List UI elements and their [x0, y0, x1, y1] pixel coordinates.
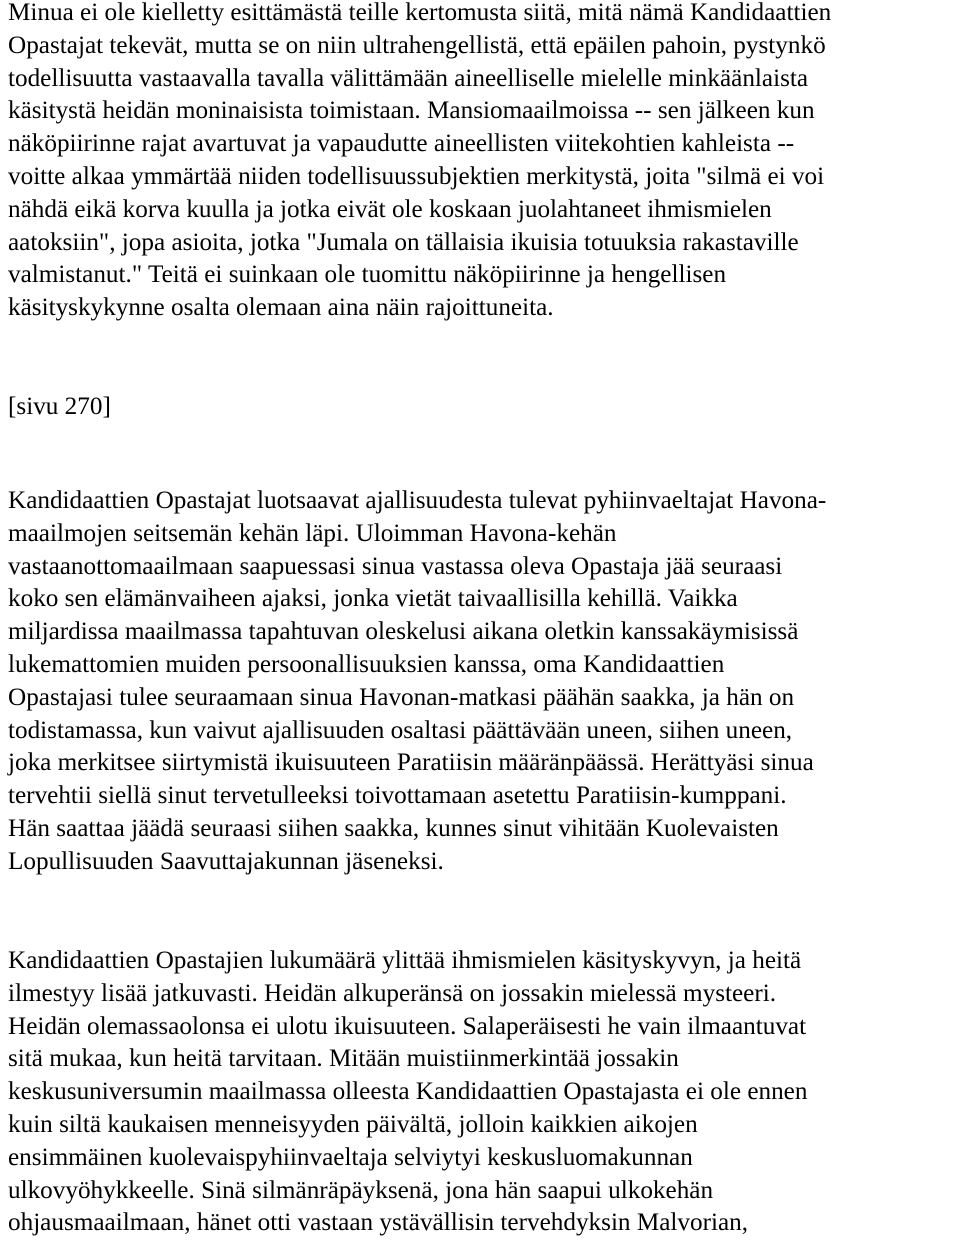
paragraph-guides-origin — [8, 945, 807, 1240]
text-line: koko sen elämänvaiheen ajaksi, jonka vietät taivaallisilla kehillä. Vaikka — [8, 585, 738, 613]
text-line: todellisuutta vastaavalla tavalla välittämään aineelliselle mielelle minkäänlaista — [8, 64, 809, 92]
text-line: sitä mukaa, kun heitä tarvitaan. Mitään muistiinmerkintää jossakin — [8, 1045, 679, 1073]
text-line: kuin siltä kaukaisen menneisyyden päivältä, jolloin kaikkien aikojen — [8, 1110, 698, 1138]
text-line: käsityskykynne osalta olemaan aina näin rajoittuneita. — [8, 294, 554, 322]
text-line: vastaanottomaailmaan saapuessasi sinua vastassa oleva Opastaja jää seuraasi — [8, 552, 783, 580]
text-line: käsitystä heidän moninaisista toimistaan. Mansiomaailmoissa -- sen jälkeen kun — [8, 97, 815, 125]
text-line: ilmestyy lisää jatkuvasti. Heidän alkuperänsä on jossakin mielessä mysteeri. — [8, 979, 777, 1007]
text-line: todistamassa, kun vaivut ajallisuuden osaltasi päättävään uneen, siihen uneen, — [8, 716, 793, 744]
text-line: tervehtii siellä sinut tervetulleeksi toivottamaan asetettu Paratiisin-kumppani. — [8, 782, 787, 810]
text-line: Hän saattaa jäädä seuraasi siihen saakka, kunnes sinut vihitään Kuolevaisten — [8, 814, 779, 842]
text-line: keskusuniversumin maailmassa olleesta Kandidaattien Opastajasta ei ole ennen — [8, 1078, 808, 1106]
text-line: Opastajat tekevät, mutta se on niin ultrahengellistä, että epäilen pahoin, pystynkö — [8, 31, 826, 59]
text-line: lukemattomien muiden persoonallisuuksien kanssa, oma Kandidaattien — [8, 650, 725, 678]
text-line: Minua ei ole kielletty esittämästä teille kertomusta siitä, mitä nämä Kandidaattien — [8, 0, 832, 26]
text-line: ensimmäinen kuolevaispyhiinvaeltaja selviytyi keskusluomakunnan — [8, 1143, 693, 1171]
text-line: joka merkitsee siirtymistä ikuisuuteen Paratiisin määränpäässä. Herättyäsi sinua — [8, 749, 814, 777]
text-line: maailmojen seitsemän kehän läpi. Uloimman Havona-kehän — [8, 519, 617, 547]
text-line: Heidän olemassaolonsa ei ulotu ikuisuuteen. Salaperäisesti he vain ilmaantuvat — [8, 1012, 807, 1040]
text-line: ohjausmaailmaan, hänet otti vastaan ystävällisin tervehdyksin Malvorian, — [8, 1209, 749, 1237]
text-line: Kandidaattien Opastajien lukumäärä ylittää ihmismielen käsityskyvyn, ja heitä — [8, 947, 802, 974]
text-line: nähdä eikä korva kuulla ja jotka eivät ole koskaan juolahtaneet ihmismielen — [8, 195, 772, 223]
text-line: ulkovyöhykkeelle. Sinä silmänräpäyksenä, jona hän saapui ulkokehän — [8, 1176, 714, 1204]
paragraph-havona-circuits — [8, 485, 826, 879]
text-line: miljardissa maailmassa tapahtuvan oleskelusi aikana oletkin kanssakäymisissä — [8, 618, 799, 646]
text-line: valmistanut." Teitä ei suinkaan ole tuomittu näköpiirinne ja hengellisen — [8, 261, 727, 289]
text-line: Lopullisuuden Saavuttajakunnan jäseneksi. — [8, 847, 444, 875]
text-line: aatoksiin", jopa asioita, jotka "Jumala on tällaisia ikuisia totuuksia rakastaville — [8, 228, 799, 256]
paragraph-guides-activities — [8, 0, 831, 325]
text-line: Opastajasi tulee seuraamaan sinua Havonan-matkasi päähän saakka, ja hän on — [8, 683, 795, 711]
text-line: voitte alkaa ymmärtää niiden todellisuussubjektien merkitystä, joita "silmä ei voi — [8, 162, 825, 190]
page-marker — [8, 391, 111, 424]
text-line: näköpiirinne rajat avartuvat ja vapaudutte aineellisten viitekohtien kahleista -- — [8, 130, 795, 158]
text-line: Kandidaattien Opastajat luotsaavat ajallisuudesta tulevat pyhiinvaeltajat Havona- — [8, 487, 827, 514]
page-number-marker: [sivu 270] — [8, 393, 111, 420]
